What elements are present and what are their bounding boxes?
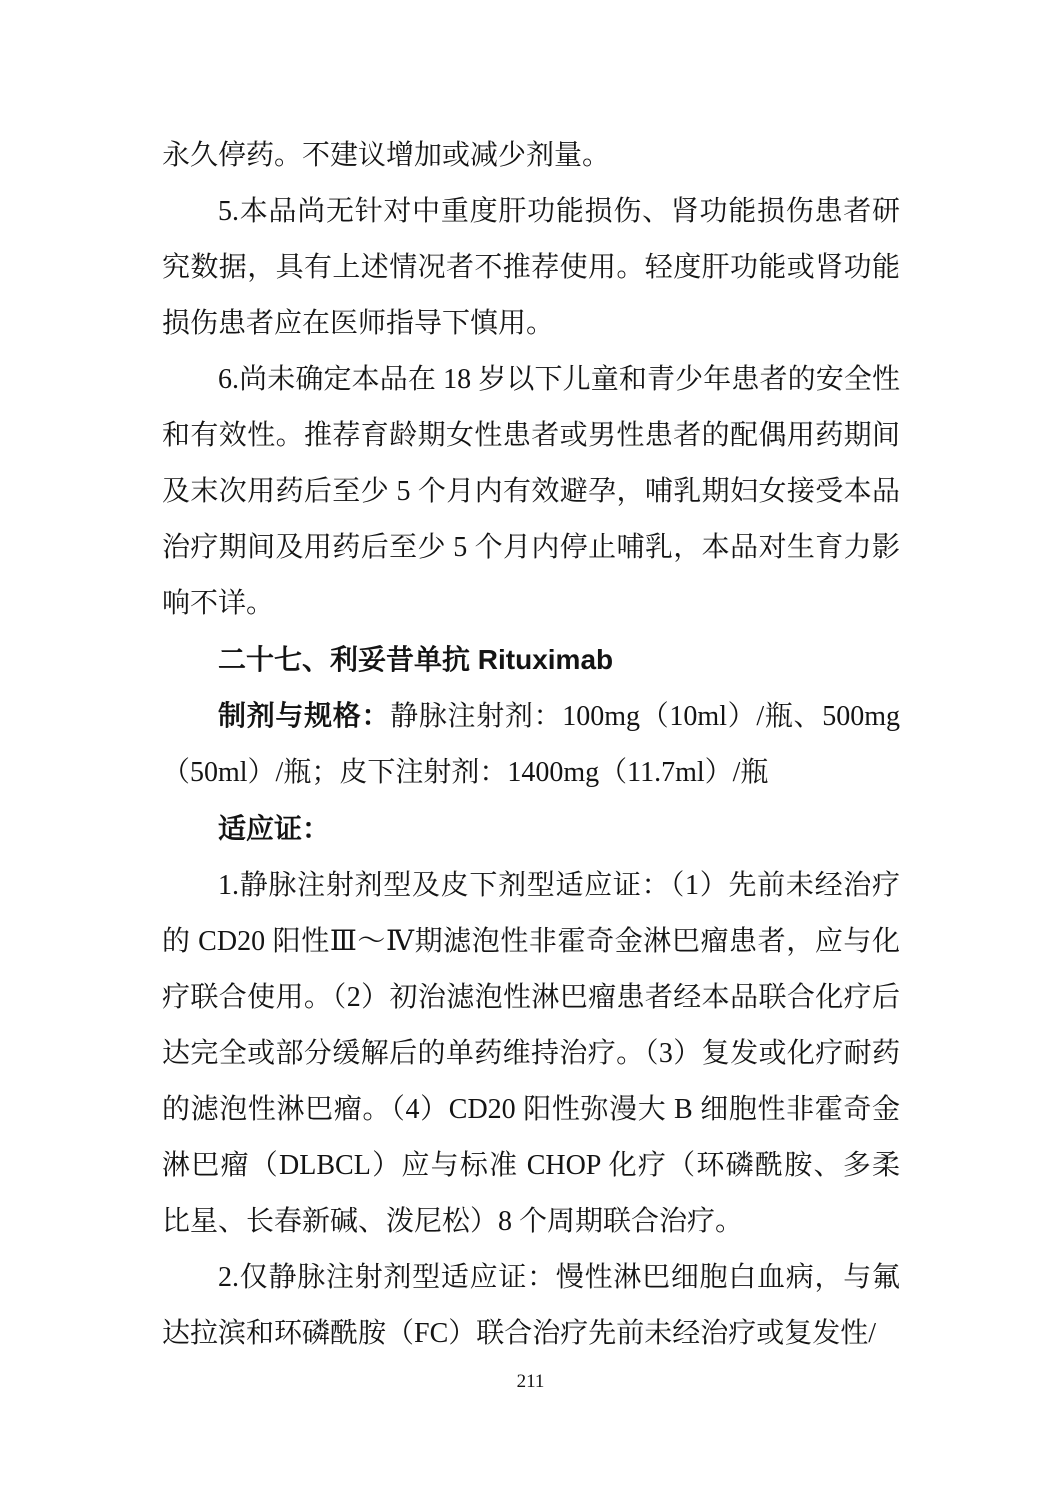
page-content xyxy=(162,128,900,1362)
formulation-spec-text: 静脉注射剂：100mg（10ml）/瓶、500mg（50ml）/瓶；皮下注射剂：1400mg（11.7ml）/瓶 xyxy=(162,701,900,788)
formulation-spec-label: 制剂与规格： xyxy=(218,700,391,731)
indications-label: 适应证： xyxy=(218,813,331,844)
paragraph-indication-2: 2.仅静脉注射剂型适应证：慢性淋巴细胞白血病，与氟达拉滨和环磷酰胺（FC）联合治疗先前未经治疗或复发性/ xyxy=(162,1262,900,1349)
paragraph-indications-header xyxy=(162,801,900,858)
paragraph-note-6: 6.尚未确定本品在 18 岁以下儿童和青少年患者的安全性和有效性。推荐育龄期女性患者或男性患者的配偶用药期间及末次用药后至少 5 个月内有效避孕，哺乳期妇女接受本品治疗期间及用药后至少 5 个月内停止哺乳，本品对生育力影响不详。 xyxy=(162,364,900,619)
paragraph-formulation-spec xyxy=(162,688,900,801)
paragraph-indication-1: 1.静脉注射剂型及皮下剂型适应证：（1）先前未经治疗的 CD20 阳性Ⅲ～Ⅳ期滤泡性非霍奇金淋巴瘤患者，应与化疗联合使用。（2）初治滤泡性淋巴瘤患者经本品联合化疗后达完全或部分缓解后的单药维持治疗。（3）复发或化疗耐药的滤泡性淋巴瘤。（4）CD20 阳性弥漫大 B 细胞性非霍奇金淋巴瘤（DLBCL）应与标准 CHOP 化疗（环磷酰胺、多柔比星、长春新碱、泼尼松）8 个周期联合治疗。 xyxy=(162,870,900,1237)
paragraph-note-5: 5.本品尚无针对中重度肝功能损伤、肾功能损伤患者研究数据，具有上述情况者不推荐使用。轻度肝功能或肾功能损伤患者应在医师指导下慎用。 xyxy=(162,196,900,339)
page-number: 211 xyxy=(516,1371,545,1392)
paragraph-continuation: 永久停药。不建议增加或减少剂量。 xyxy=(162,140,611,171)
section-heading-rituximab: 二十七、利妥昔单抗 Rituximab xyxy=(218,644,614,675)
